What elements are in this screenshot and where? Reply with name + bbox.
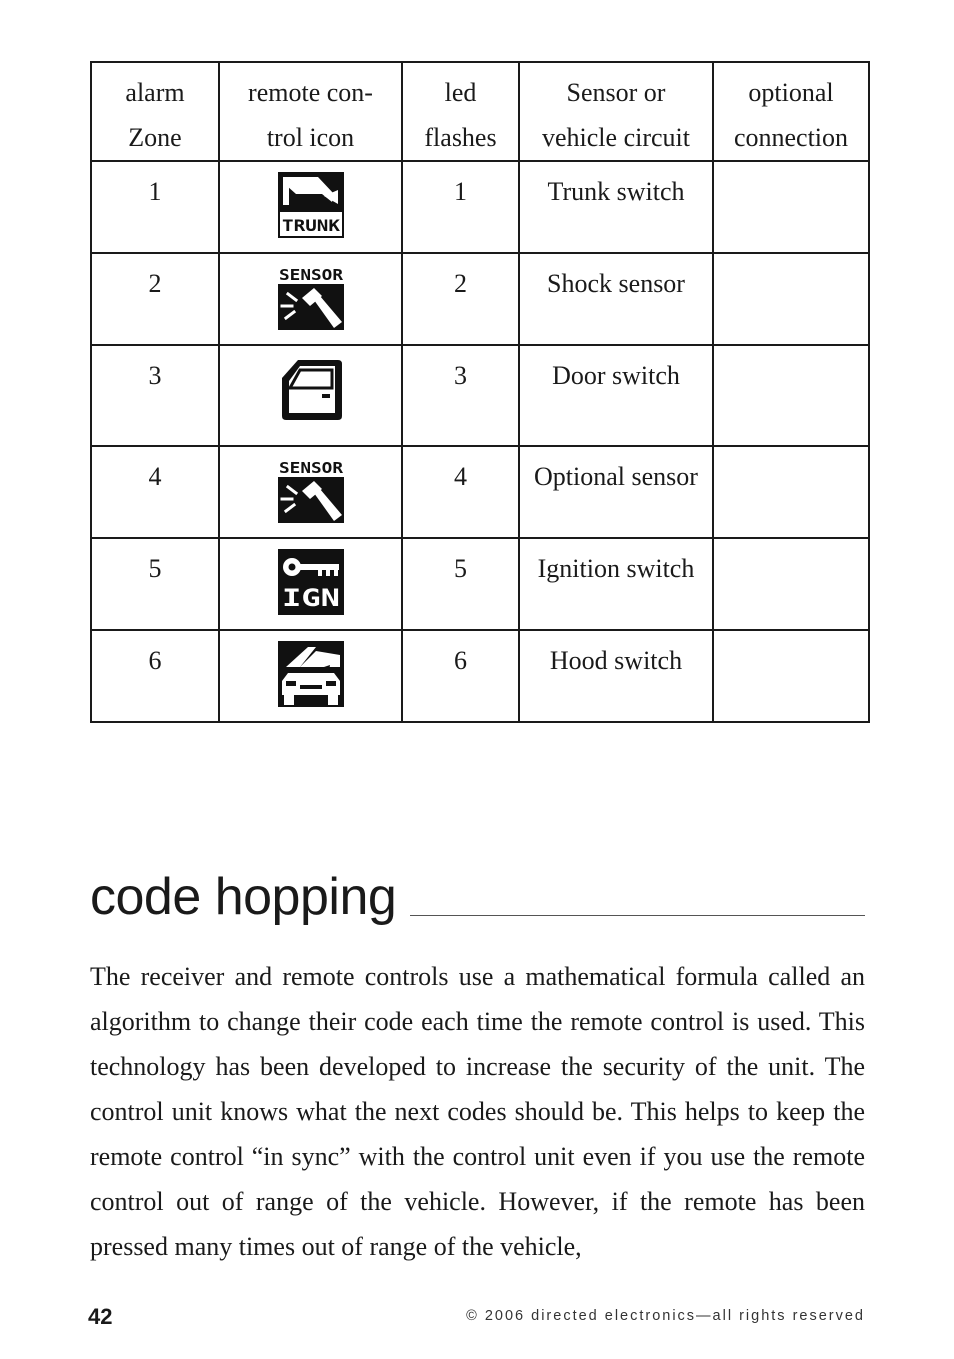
optional-connection-cell bbox=[713, 538, 869, 630]
title-underline-rule bbox=[410, 915, 865, 916]
circuit-cell: Shock sensor bbox=[519, 253, 713, 345]
table-row bbox=[91, 538, 869, 630]
table-row bbox=[91, 345, 869, 446]
led-flashes-cell: 3 bbox=[402, 345, 519, 446]
header-remote-control-icon bbox=[219, 62, 402, 161]
header-sensor-circuit bbox=[519, 62, 713, 161]
circuit-cell: Trunk switch bbox=[519, 161, 713, 253]
optional-connection-cell bbox=[713, 630, 869, 722]
optional-connection-cell bbox=[713, 161, 869, 253]
circuit-cell: Door switch bbox=[519, 345, 713, 446]
circuit-cell: Optional sensor bbox=[519, 446, 713, 538]
sensor-icon bbox=[278, 457, 344, 523]
header-line: optional bbox=[748, 78, 834, 107]
optional-connection-cell bbox=[713, 253, 869, 345]
header-line: led bbox=[444, 78, 477, 107]
section-title: code hopping bbox=[90, 868, 397, 926]
icon-cell bbox=[219, 538, 402, 630]
icon-label: IGN bbox=[281, 584, 340, 612]
zone-cell: 2 bbox=[91, 253, 219, 345]
zone-cell: 3 bbox=[91, 345, 219, 446]
table-row bbox=[91, 630, 869, 722]
header-line: remote con- bbox=[248, 78, 373, 107]
header-line: Zone bbox=[128, 123, 182, 152]
led-flashes-cell: 1 bbox=[402, 161, 519, 253]
body-paragraph: The receiver and remote controls use a mathematical formula called an algorithm to change their code each time the remote control is used. This technology has been developed to increase the security of the unit. The control unit knows what the next codes should be. This helps to keep the remote control “in sync” with the control unit even if you use the remote control out of range of the vehicle. However, if the remote has been pressed many times out of range of the vehicle, bbox=[90, 962, 865, 1261]
alarm-zone-table bbox=[90, 61, 870, 723]
zone-cell: 1 bbox=[91, 161, 219, 253]
page-number: 42 bbox=[88, 1304, 113, 1329]
icon-label: TRUNK bbox=[281, 216, 340, 235]
led-flashes-cell: 4 bbox=[402, 446, 519, 538]
icon-cell bbox=[219, 253, 402, 345]
door-icon bbox=[278, 356, 344, 422]
table-row bbox=[91, 253, 869, 345]
trunk-icon bbox=[278, 172, 344, 238]
table-row bbox=[91, 446, 869, 538]
ignition-key-icon bbox=[278, 549, 344, 615]
header-line: vehicle circuit bbox=[542, 123, 690, 152]
header-line: Sensor or bbox=[566, 78, 666, 107]
zone-cell: 6 bbox=[91, 630, 219, 722]
table-row bbox=[91, 161, 869, 253]
header-line: flashes bbox=[424, 123, 497, 152]
copyright-notice: © 2006 directed electronics—all rights reserved bbox=[466, 1308, 865, 1324]
icon-label: SENSOR bbox=[278, 459, 344, 477]
header-line: connection bbox=[733, 123, 849, 152]
header-line: trol icon bbox=[266, 123, 355, 152]
zone-cell: 4 bbox=[91, 446, 219, 538]
led-flashes-cell: 5 bbox=[402, 538, 519, 630]
header-optional-connection bbox=[713, 62, 869, 161]
header-line: alarm bbox=[125, 78, 185, 107]
hood-icon bbox=[278, 641, 344, 707]
icon-cell bbox=[219, 345, 402, 446]
optional-connection-cell bbox=[713, 446, 869, 538]
table-header-row bbox=[91, 62, 869, 161]
icon-label: SENSOR bbox=[278, 266, 344, 284]
icon-cell bbox=[219, 630, 402, 722]
led-flashes-cell: 6 bbox=[402, 630, 519, 722]
zone-cell: 5 bbox=[91, 538, 219, 630]
optional-connection-cell bbox=[713, 345, 869, 446]
led-flashes-cell: 2 bbox=[402, 253, 519, 345]
icon-cell bbox=[219, 446, 402, 538]
header-led-flashes bbox=[402, 62, 519, 161]
circuit-cell: Hood switch bbox=[519, 630, 713, 722]
sensor-icon bbox=[278, 264, 344, 330]
circuit-cell: Ignition switch bbox=[519, 538, 713, 630]
header-alarm-zone bbox=[91, 62, 219, 161]
icon-cell bbox=[219, 161, 402, 253]
